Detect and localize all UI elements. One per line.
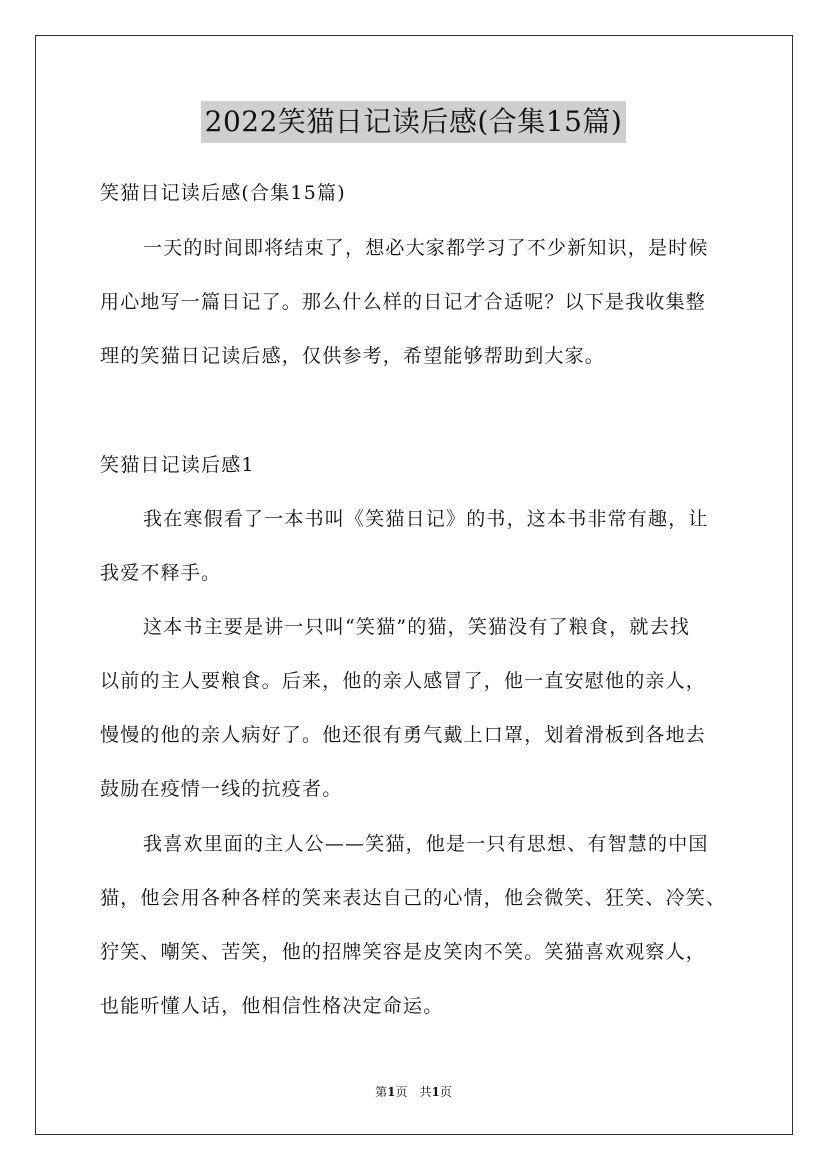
document-title: 2022笑猫日记读后感(合集15篇) <box>201 101 627 143</box>
title-container <box>0 101 827 143</box>
footer-prefix: 第 <box>375 1085 388 1099</box>
paragraph-line: 猫，他会用各种各样的笑来表达自己的心情，他会微笑、狂笑、冷笑、 <box>100 887 727 909</box>
footer-suffix: 页 <box>439 1085 452 1099</box>
intro-line: 一天的时间即将结束了，想必大家都学习了不少新知识，是时候 <box>143 237 709 259</box>
paragraph-line: 我喜欢里面的主人公——笑猫，他是一只有思想、有智慧的中国 <box>143 833 709 855</box>
paragraph-line: 以前的主人要粮食。后来，他的亲人感冒了，他一直安慰他的亲人， <box>100 670 707 692</box>
paragraph-line: 狞笑、嘲笑、苦笑，他的招牌笑容是皮笑肉不笑。笑猫喜欢观察人， <box>100 941 707 963</box>
intro-line: 理的笑猫日记读后感，仅供参考，希望能够帮助到大家。 <box>100 345 606 367</box>
section-heading: 笑猫日记读后感1 <box>100 454 255 476</box>
paragraph-line: 这本书主要是讲一只叫“笑猫”的猫，笑猫没有了粮食，就去找 <box>143 616 691 638</box>
paragraph-line: 慢慢的他的亲人病好了。他还很有勇气戴上口罩，划着滑板到各地去 <box>100 724 707 746</box>
paragraph-line: 也能听懂人话，他相信性格决定命运。 <box>100 995 444 1017</box>
paragraph-line: 鼓励在疫情一线的抗疫者。 <box>100 778 343 800</box>
footer-mid: 页 共 <box>395 1085 432 1099</box>
subtitle: 笑猫日记读后感(合集15篇) <box>100 182 346 204</box>
paragraph-line: 我爱不释手。 <box>100 562 222 584</box>
paragraph-line: 我在寒假看了一本书叫《笑猫日记》的书，这本书非常有趣，让 <box>143 508 709 530</box>
page-number: 1 <box>387 1085 396 1099</box>
intro-line: 用心地写一篇日记了。那么什么样的日记才合适呢？以下是我收集整 <box>100 291 707 313</box>
page-total: 1 <box>431 1085 440 1099</box>
page-footer <box>0 1084 827 1100</box>
